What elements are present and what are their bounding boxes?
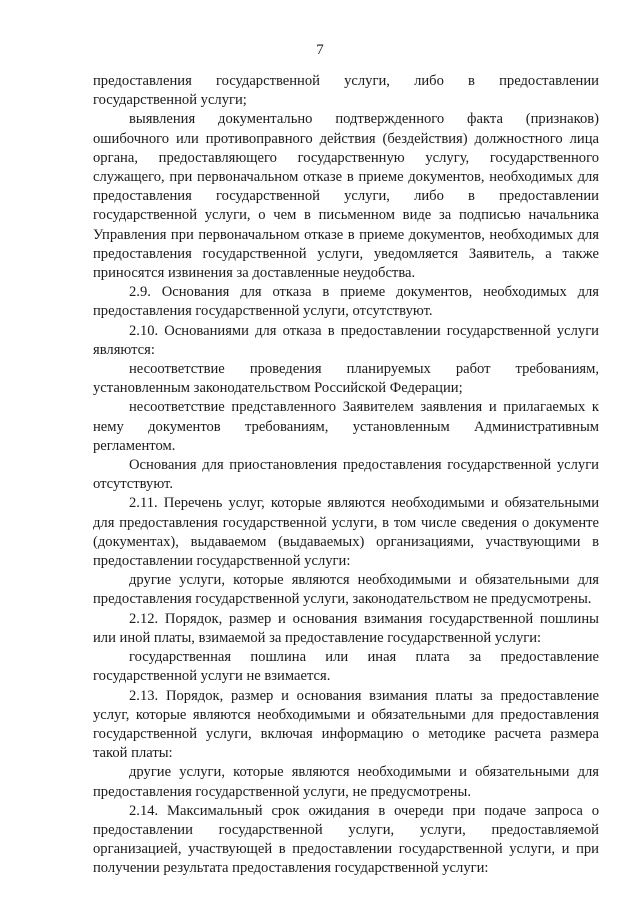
paragraph: другие услуги, которые являются необходимыми и обязательными для предоставления государственной услуги, законодательством не предусмотрены. bbox=[93, 572, 599, 608]
paragraph: 2.10. Основаниями для отказа в предоставлении государственной услуги являются: bbox=[93, 322, 599, 358]
paragraph: государственная пошлина или иная плата за предоставление государственной услуги не взимается. bbox=[93, 649, 599, 685]
paragraph: Основания для приостановления предоставления государственной услуги отсутствуют. bbox=[93, 457, 599, 493]
paragraph: 2.12. Порядок, размер и основания взимания государственной пошлины или иной платы, взимаемой за предоставление государственной услуги: bbox=[93, 610, 599, 646]
paragraph: 2.13. Порядок, размер и основания взимания платы за предоставление услуг, которые являются необходимыми и обязательными для предоставления государственной услуги, включая информацию о методике расчета размера такой платы: bbox=[93, 687, 599, 762]
paragraph: несоответствие проведения планируемых работ требованиям, установленным законодательством Российской Федерации; bbox=[93, 361, 599, 397]
paragraph: несоответствие представленного Заявителем заявления и прилагаемых к нему документов требованиям, установленным Административным регламентом. bbox=[93, 399, 599, 454]
paragraph: другие услуги, которые являются необходимыми и обязательными для предоставления государственной услуги, не предусмотрены. bbox=[93, 764, 599, 800]
page-number: 7 bbox=[316, 42, 324, 58]
paragraph: 2.9. Основания для отказа в приеме документов, необходимых для предоставления государственной услуги, отсутствуют. bbox=[93, 284, 599, 320]
paragraph: выявления документально подтвержденного факта (признаков) ошибочного или противоправного действия (бездействия) должностного лица органа, предоставляющего государственную услугу, государственного служащего, при первоначальном отказе в приеме документов, необходимых для предоставления государственной услуги, либо в предоставлении государственной услуги, о чем в письменном виде за подписью начальника Управления при первоначальном отказе в приеме документов, необходимых для предоставления государственной услуги, уведомляется Заявитель, а также приносятся извинения за доставленные неудобства. bbox=[93, 111, 599, 282]
paragraph: 2.11. Перечень услуг, которые являются необходимыми и обязательными для предоставления государственной услуги, в том числе сведения о документе (документах), выдаваемом (выдаваемых) организациями, участвующими в предоставлении государственной услуги: bbox=[93, 495, 599, 570]
document-body bbox=[93, 72, 599, 879]
paragraph: предоставления государственной услуги, либо в предоставлении государственной услуги; bbox=[93, 73, 599, 109]
paragraph: 2.14. Максимальный срок ожидания в очереди при подаче запроса о предоставлении государственной услуги, услуги, предоставляемой организацией, участвующей в предоставлении государственной услуги, и при получении результата предоставления государственной услуги: bbox=[93, 802, 599, 877]
